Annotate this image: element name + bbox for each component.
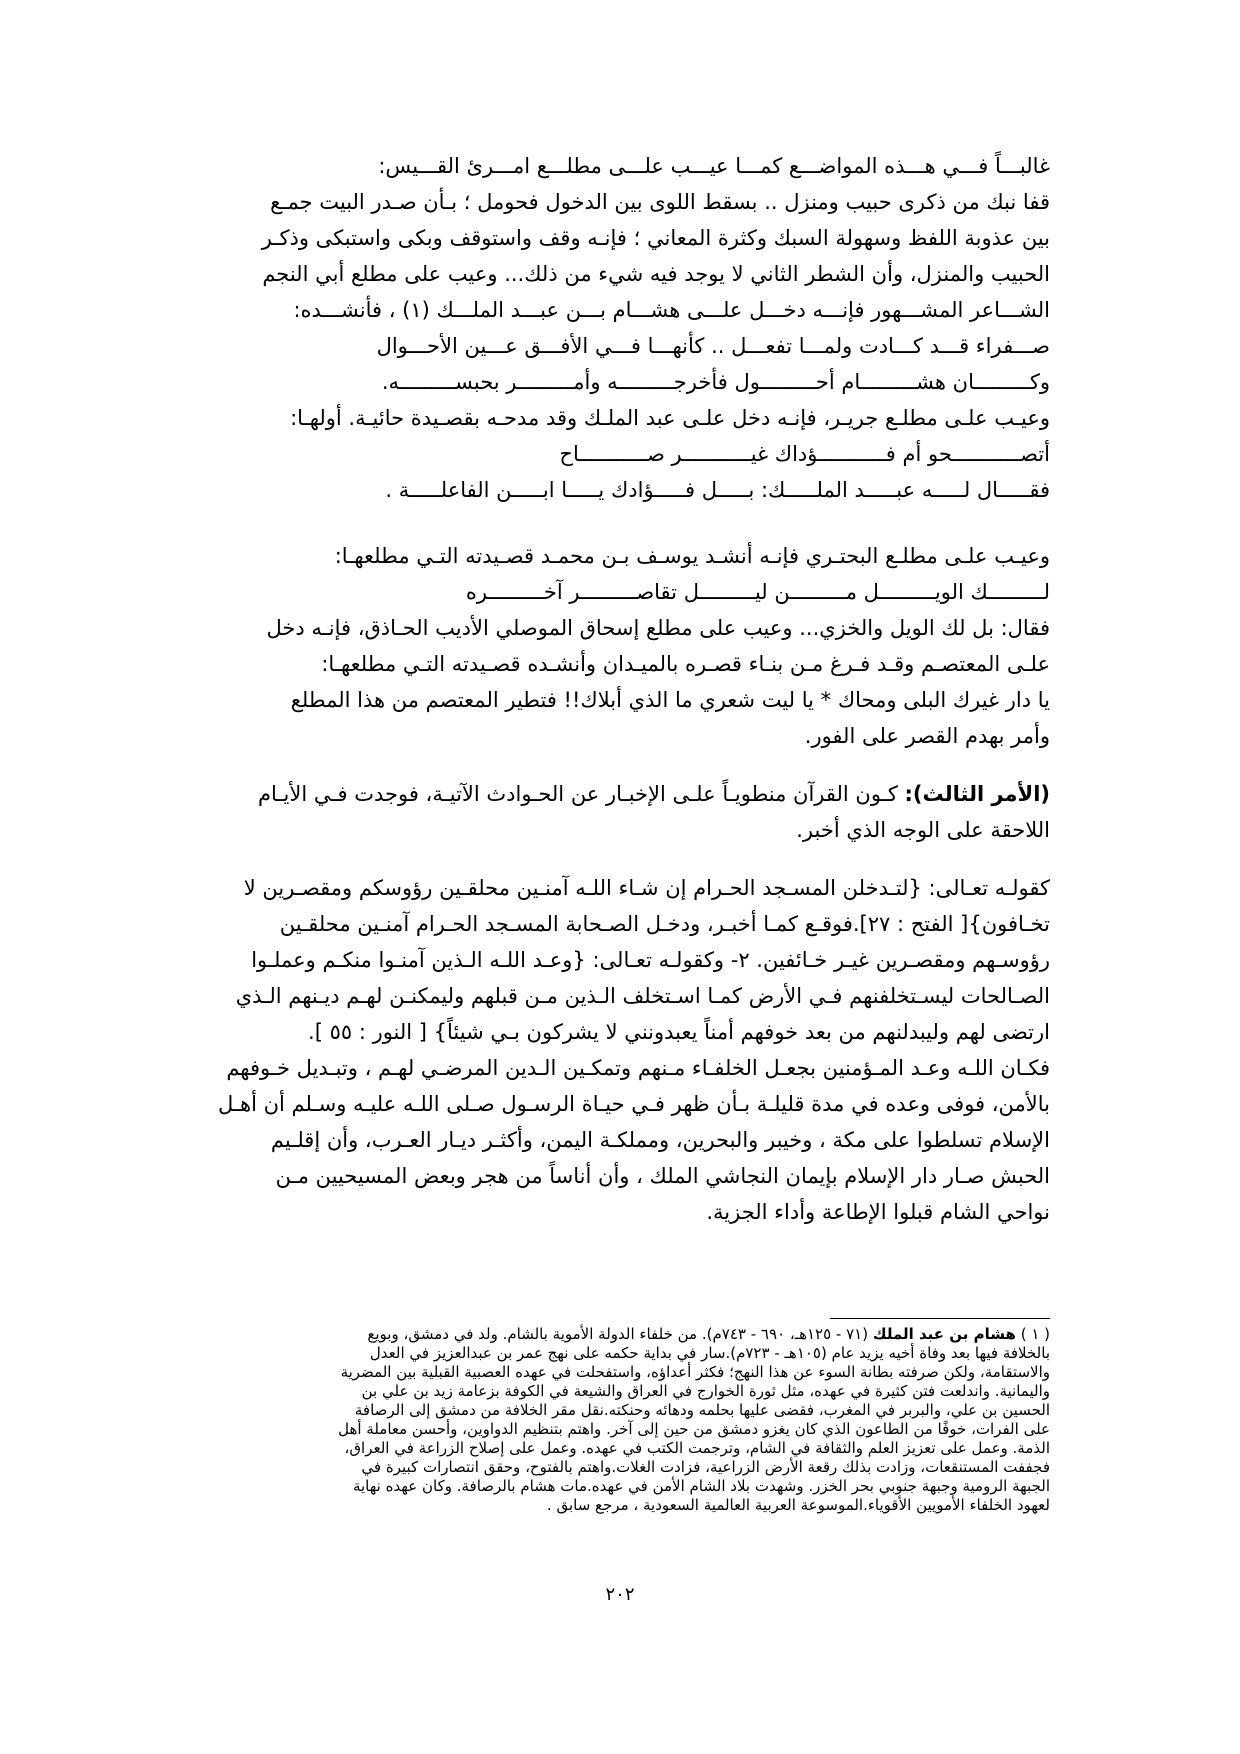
text-line: وعيـب علـى مطلـع البحتـري فإنـه أنشـد يوسـف بـن محمـد قصـيدته التـي مطلعهـا: bbox=[334, 544, 1050, 568]
footnote-line: على الفرات، خوفًا من الطاعون الذي كان يغزو دمشق من حين إلى آخر. واهتم بتنظيم الدواوين، وأحسن معاملة أهل bbox=[338, 1420, 1050, 1438]
text-line: وعيـب علـى مطلـع جريـر، فإنـه دخل علـى عبد الملـك وقد مدحـه بقصـيدة حائيـة. أولهـا: bbox=[290, 406, 1050, 430]
footnote-line: فجففت المستنقعات، وزادت بذلك رقعة الأرض الزراعية، فزادت الغلات.واهتم بالفتوح، وحقق انتصارات كبيرة في bbox=[361, 1458, 1050, 1476]
text-line: بالأمن، فوفى وعده في مدة قليلـة بـأن ظهر فـي حيـاة الرسـول صـلى اللـه عليـه وسـلم أن أهـل bbox=[217, 1092, 1050, 1116]
footnote bbox=[187, 1325, 1050, 1515]
verse-line: صـــفراء قـــد كـــادت ولمـــا تفعـــل .. كأنهـــا فـــي الأفـــق عـــين الأحـــوال bbox=[376, 334, 1050, 358]
footnote-line bbox=[187, 1325, 1050, 1344]
text-line: ارتضى لهم وليبدلنهم من بعد خوفهم أمناً يعبدونني لا يشركون بـي شيئاً} [ النور : ٥٥ ]. bbox=[308, 1020, 1050, 1044]
text-line: رؤوسـهم ومقصـرين غيـر خـائفين. ٢- وكقولـه تعـالى: {وعـد اللـه الـذين آمنـوا منكـم وعملـوا bbox=[251, 948, 1050, 972]
footnote-line: بالخلافة فيها بعد وفاة أخيه يزيد عام (١٠٥هـ - ٧٢٣م).سار في بداية حكمه على نهج عمر بن عبدالعزيز في العدل bbox=[369, 1344, 1050, 1362]
text-line: وكـــــــــان هشـــــــــام أحـــــــــول فأخرجـــــــــه وأمـــــــــر بحبســـــــــه. bbox=[381, 370, 1050, 394]
paragraph-4 bbox=[187, 870, 1050, 1230]
footnote-line: واليمانية. واندلعت فتن كثيرة في عهده، مثل ثورة الخوارج في العراق والشيعة في الكوفة بزعامة زيد بن علي بن bbox=[361, 1382, 1050, 1400]
text-line: اللاحقة على الوجه الذي أخبر. bbox=[796, 818, 1050, 842]
text-line: الشـــاعر المشـــهور فإنـــه دخـــل علـــى هشـــام بـــن عبـــد الملـــك (١) ، فأنشـــده: bbox=[293, 298, 1050, 322]
footnote-line: لعهود الخلفاء الأمويين الأقوياء.الموسوعة العربية العالمية السعودية ، مرجع سابق . bbox=[546, 1496, 1050, 1514]
text-line: تخـافون}[ الفتح : ٢٧].فوقـع كمـا أخبـر، ودخـل الصـحابة المسـجد الحـرام آمنـين محلقـين bbox=[279, 912, 1050, 936]
footnote-marker: ( ١ ) bbox=[1020, 1325, 1050, 1343]
text-line: غالبـــاً فـــي هـــذه المواضـــع كمـــا عيـــب علـــى مطلـــع امـــرئ القـــيس: bbox=[378, 154, 1050, 178]
text-run: (٧١ - ١٢٥هـ، ٦٩٠ - ٧٤٣م). من خلفاء الدولة الأموية بالشام. ولد في دمشق، وبويع bbox=[367, 1325, 873, 1343]
page-number: ٢٠٢ bbox=[605, 1584, 635, 1605]
text-line: فكـان اللـه وعـد المـؤمنين بجعـل الخلفـاء مـنهم وتمكـين الـدين المرضـي لهـم ، وتبـديل خـوفهم bbox=[226, 1056, 1050, 1080]
footnote-name: هشام بن عبد الملك bbox=[872, 1325, 1016, 1343]
footnote-divider bbox=[830, 1318, 1050, 1319]
paragraph-2 bbox=[187, 538, 1050, 754]
text-line: الحبيب والمنزل، وأن الشطر الثاني لا يوجد فيه شيء من ذلك... وعيب على مطلع أبي النجم bbox=[262, 262, 1050, 286]
text-line: فقـــــال لـــــه عبـــــد الملـــــك: بـــــل فـــــؤادك يـــــا ابـــــن الفاعلـــــة . bbox=[385, 478, 1050, 502]
footnote-line: الحسين بن علي، والبربر في المغرب، فقضى عليها بحلمه ودهائه وحنكته.نقل مقر الخلافة من دمشق إلى الرصافة bbox=[354, 1401, 1050, 1419]
section-label: (الأمر الثالث): bbox=[904, 782, 1050, 806]
footnote-line: الذمة. وعمل على تعزيز العلم والثقافة في الشام، وترجمت الكتب في عهده. وعمل على إصلاح الزراعة في العراق، bbox=[344, 1439, 1050, 1457]
text-line: وأمر بهدم القصر على الفور. bbox=[804, 724, 1050, 748]
paragraph-1 bbox=[187, 148, 1050, 508]
text-line: قفا نبك من ذكرى حبيب ومنزل .. بسقط اللوى بين الدخول فحومل ؛ بـأن صـدر البيت جمـع bbox=[270, 190, 1050, 214]
text-line: يا دار غيرك البلى ومحاك * يا ليت شعري ما الذي أبلاك!! فتطير المعتصم من هذا المطلع bbox=[290, 688, 1050, 712]
verse-line: لـــــــــك الويـــــــــل مـــــــــن ليـــــــــل تقاصـــــــــر آخـــــــــره bbox=[465, 580, 1050, 604]
footnote-line: والاستقامة، ولكن صرفته بطانة السوء عن هذا النهج؛ فكثر أعداؤه، واستفحلت في عهده العصبية القبلية بين المضرية bbox=[340, 1363, 1050, 1381]
text-line: كقولـه تعـالى: {لتـدخلن المسـجد الحـرام إن شـاء اللـه آمنـين محلقـين رؤوسكم ومقصـرين لا bbox=[243, 876, 1050, 900]
text-line: علـى المعتصـم وقـد فـرغ مـن بنـاء قصـره بالميـدان وأنشـده قصـيدته التـي مطلعهـا: bbox=[321, 652, 1050, 676]
text-line: الحبش صـار دار الإسلام بإيمان النجاشي الملك ، وأن أناساً من هجر وبعض المسيحيين مـن bbox=[275, 1164, 1050, 1188]
text-line: فقال: بل لك الويل والخزي... وعيب على مطلع إسحاق الموصلي الأديب الحـاذق، فإنـه دخل bbox=[266, 616, 1050, 640]
text-line: بين عذوبة اللفظ وسهولة السبك وكثرة المعاني ؛ فإنـه وقف واستوقف وبكى واستبكى وذكـر bbox=[261, 226, 1050, 250]
text-line bbox=[187, 776, 1050, 812]
text-run: كـون القرآن منطويـاً علـى الإخبـار عن الحـوادث الآتيـة، فوجدت فـي الأيـام bbox=[257, 782, 905, 806]
text-line: الصـالحات ليسـتخلفنهم فـي الأرض كمـا اسـتخلف الـذين مـن قبلهم وليمكنـن لهـم ديـنهم الـذي bbox=[235, 984, 1050, 1008]
body-text bbox=[187, 148, 1050, 1230]
text-line: الإسلام تسلطوا على مكة ، وخيبر والبحرين، ومملكـة اليمن، وأكثـر ديـار العـرب، وأن إقلـيم bbox=[270, 1128, 1050, 1152]
verse-line: أتصـــــــــــحو أم فـــــــــــؤداك غيـــــــــــر صـــــــــــاح bbox=[559, 442, 1050, 466]
text-line: نواحي الشام قبلوا الإطاعة وأداء الجزية. bbox=[706, 1200, 1050, 1224]
paragraph-3 bbox=[187, 776, 1050, 848]
footnote-line: الجبهة الرومية وجبهة جنوبي بحر الخزر. وشهدت بلاد الشام الأمن في عهده.مات هشام بالرصافة. وكان عهده نهاية bbox=[352, 1477, 1050, 1495]
